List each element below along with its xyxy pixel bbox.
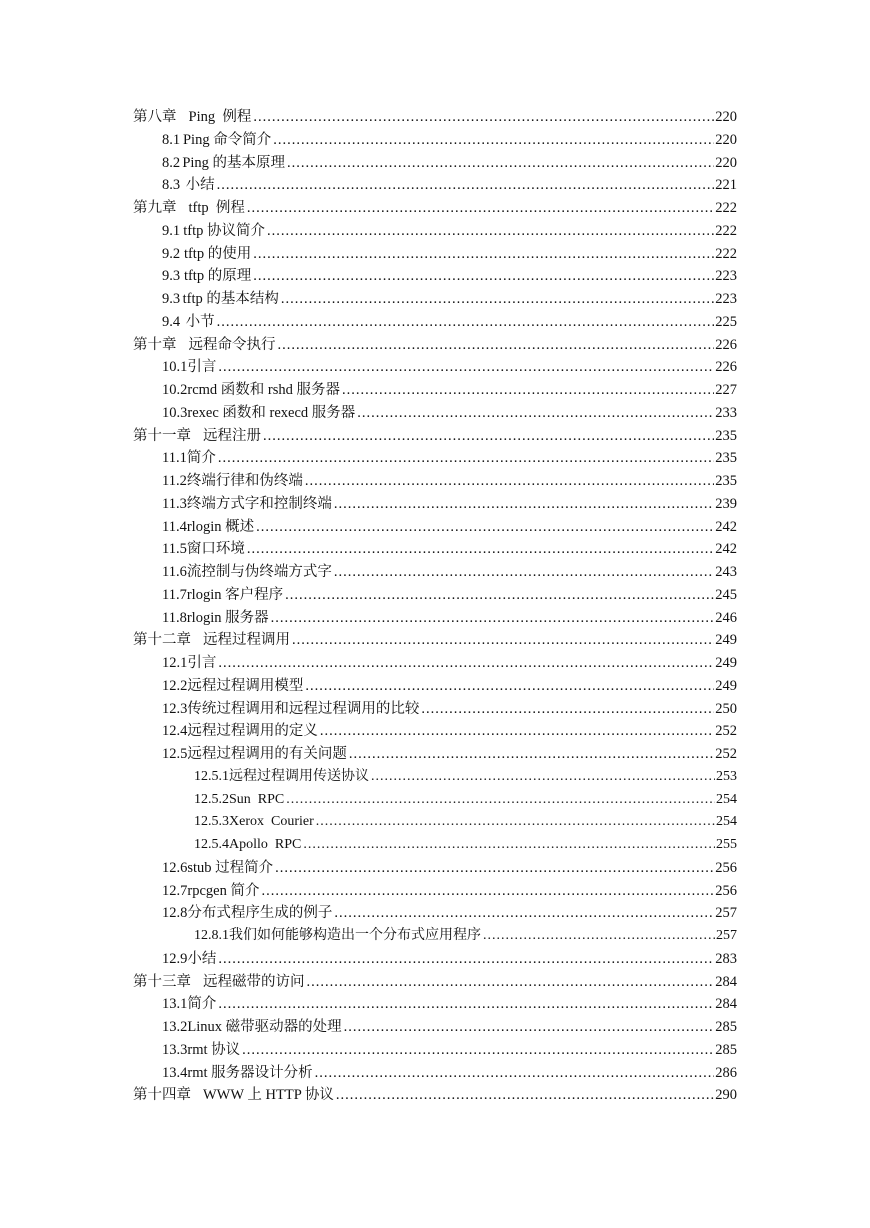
toc-page-number: 290 <box>715 1087 737 1103</box>
toc-page-number: 223 <box>715 291 737 307</box>
dot-leader <box>320 721 714 741</box>
toc-title: 简介 <box>186 450 216 466</box>
dot-leader <box>218 949 714 969</box>
toc-section-entry[interactable] <box>0 949 737 969</box>
toc-page-number: 257 <box>715 905 737 921</box>
toc-chapter-entry[interactable] <box>0 630 737 650</box>
toc-chapter-entry[interactable] <box>0 426 737 446</box>
dot-leader <box>344 1017 715 1037</box>
toc-page-number: 286 <box>715 1065 737 1081</box>
toc-section-entry[interactable] <box>0 471 737 491</box>
toc-number: 10.1 <box>162 359 188 375</box>
toc-number: 11.6 <box>162 564 187 580</box>
toc-number: 12.1 <box>162 655 188 671</box>
dot-leader <box>261 881 714 901</box>
toc-page-number: 243 <box>715 564 737 580</box>
toc-title: 简介 <box>187 996 217 1012</box>
toc-page-number: 285 <box>715 1042 737 1058</box>
toc-page-number: 254 <box>716 792 737 807</box>
toc-number: 9.1 <box>162 223 181 239</box>
dot-leader <box>307 972 715 992</box>
toc-page-number: 254 <box>716 814 737 829</box>
toc-section-entry[interactable] <box>0 539 737 559</box>
toc-number: 9.2 <box>162 246 181 262</box>
toc-page-number: 222 <box>715 223 737 239</box>
toc-page-number: 242 <box>715 519 737 535</box>
toc-title: rcmd 函数和 rshd 服务器 <box>187 382 341 398</box>
toc-number: 8.1 <box>162 132 181 148</box>
dot-leader <box>357 403 714 423</box>
toc-section-entry[interactable] <box>0 448 737 468</box>
toc-page-number: 239 <box>715 496 737 512</box>
dot-leader <box>421 699 714 719</box>
toc-title: tftp 的使用 <box>183 246 252 262</box>
toc-page-number: 256 <box>715 860 737 876</box>
toc-number: 13.2 <box>162 1019 188 1035</box>
dot-leader <box>253 107 714 127</box>
dot-leader <box>334 562 714 582</box>
toc-page-number: 221 <box>715 177 737 193</box>
toc-section-entry[interactable] <box>0 130 737 150</box>
toc-page-number: 284 <box>715 996 737 1012</box>
toc-title: 小结 <box>187 951 217 967</box>
toc-page-number: 222 <box>715 200 737 216</box>
toc-page-number: 249 <box>715 678 737 694</box>
dot-leader <box>218 653 714 673</box>
toc-subsection-entry[interactable] <box>0 835 737 855</box>
toc-section-entry[interactable] <box>0 994 737 1014</box>
toc-title: 远程注册 <box>203 428 261 444</box>
toc-title: rlogin 服务器 <box>186 610 269 626</box>
toc-number: 12.4 <box>162 723 188 739</box>
toc-title: 终端方式字和控制终端 <box>186 496 332 512</box>
toc-section-entry[interactable] <box>0 562 737 582</box>
toc-subsection-entry[interactable] <box>0 767 737 787</box>
toc-number: 第十三章 <box>133 974 191 990</box>
toc-number: 第十一章 <box>133 428 191 444</box>
toc-section-entry[interactable] <box>0 312 737 332</box>
dot-leader <box>292 630 714 650</box>
dot-leader <box>267 221 714 241</box>
toc-page-number: 227 <box>715 382 737 398</box>
toc-page-number: 222 <box>715 246 737 262</box>
toc-page-number: 226 <box>715 337 737 353</box>
toc-title: Linux 磁带驱动器的处理 <box>187 1019 342 1035</box>
toc-section-entry[interactable] <box>0 1063 737 1083</box>
toc-number: 12.5.2 <box>194 792 229 807</box>
toc-section-entry[interactable] <box>0 244 737 264</box>
dot-leader <box>218 994 714 1014</box>
toc-page-number: 283 <box>715 951 737 967</box>
toc-page-number: 235 <box>715 428 737 444</box>
toc-title: tftp 例程 <box>188 200 245 216</box>
dot-leader <box>263 426 714 446</box>
dot-leader <box>349 744 714 764</box>
toc-section-entry[interactable] <box>0 585 737 605</box>
dot-leader <box>316 812 715 832</box>
toc-title: 远程过程调用模型 <box>187 678 304 694</box>
toc-title: 远程过程调用传送协议 <box>229 769 369 784</box>
toc-title: 引言 <box>187 655 217 671</box>
toc-number: 13.1 <box>162 996 188 1012</box>
dot-leader <box>305 471 714 491</box>
toc-number: 12.3 <box>162 701 188 717</box>
dot-leader <box>281 289 714 309</box>
toc-page-number: 235 <box>715 450 737 466</box>
toc-section-entry[interactable] <box>0 175 737 195</box>
toc-section-entry[interactable] <box>0 1040 737 1060</box>
toc-page-number: 257 <box>716 928 737 943</box>
dot-leader <box>253 266 714 286</box>
toc-title: Apollo RPC <box>229 837 302 852</box>
toc-title: 引言 <box>187 359 217 375</box>
toc-number: 12.8.1 <box>194 928 229 943</box>
dot-leader <box>217 175 715 195</box>
toc-title: rexec 函数和 rexecd 服务器 <box>187 405 356 421</box>
toc-title: rmt 服务器设计分析 <box>187 1065 313 1081</box>
toc-section-entry[interactable] <box>0 380 737 400</box>
toc-title: 远程命令执行 <box>188 337 276 353</box>
toc-number: 第十二章 <box>133 632 191 648</box>
toc-title: 远程磁带的访问 <box>203 974 305 990</box>
toc-section-entry[interactable] <box>0 289 737 309</box>
toc-page-number: 249 <box>715 632 737 648</box>
toc-number: 12.5.4 <box>194 837 229 852</box>
toc-page-number: 220 <box>715 155 737 171</box>
toc-page-number: 252 <box>715 746 737 762</box>
toc-number: 8.2 <box>162 155 181 171</box>
toc-number: 13.4 <box>162 1065 188 1081</box>
toc-section-entry[interactable] <box>0 494 737 514</box>
toc-title: rlogin 客户程序 <box>186 587 284 603</box>
toc-page-number: 253 <box>716 769 737 784</box>
toc-title: Sun RPC <box>229 792 285 807</box>
toc-number: 12.8 <box>162 905 188 921</box>
toc-page-number: 249 <box>715 655 737 671</box>
toc-title: Ping 命令简介 <box>182 132 272 148</box>
toc-title: rlogin 概述 <box>186 519 255 535</box>
dot-leader <box>275 858 714 878</box>
toc-title: 传统过程调用和远程过程调用的比较 <box>187 701 420 717</box>
dot-leader <box>287 153 714 173</box>
toc-section-entry[interactable] <box>0 903 737 923</box>
toc-section-entry[interactable] <box>0 744 737 764</box>
toc-number: 12.9 <box>162 951 188 967</box>
toc-page-number: 235 <box>715 473 737 489</box>
toc-title: rpcgen 简介 <box>187 883 260 899</box>
toc-number: 13.3 <box>162 1042 188 1058</box>
toc-section-entry[interactable] <box>0 403 737 423</box>
toc-number: 第九章 <box>133 200 177 216</box>
toc-number: 第十章 <box>133 337 177 353</box>
toc-section-entry[interactable] <box>0 699 737 719</box>
toc-chapter-entry[interactable] <box>0 972 737 992</box>
dot-leader <box>242 1040 714 1060</box>
toc-number: 第十四章 <box>133 1087 191 1103</box>
toc-title: 远程过程调用 <box>203 632 290 648</box>
toc-section-entry[interactable] <box>0 676 737 696</box>
dot-leader <box>218 448 714 468</box>
toc-page-number: 223 <box>715 268 737 284</box>
toc-subsection-entry[interactable] <box>0 926 737 946</box>
toc-number: 11.1 <box>162 450 187 466</box>
dot-leader <box>334 494 714 514</box>
toc-title: Ping 例程 <box>188 109 252 125</box>
toc-number: 11.2 <box>162 473 187 489</box>
dot-leader <box>334 903 714 923</box>
toc-title: 我们如何能够构造出一个分布式应用程序 <box>229 928 481 943</box>
toc-title: 小结 <box>185 177 215 193</box>
toc-title: 窗口环境 <box>186 541 245 557</box>
toc-number: 12.6 <box>162 860 188 876</box>
toc-page-number: 252 <box>715 723 737 739</box>
toc-number: 10.3 <box>162 405 188 421</box>
toc-title: tftp 的基本结构 <box>182 291 279 307</box>
toc-page-number: 255 <box>716 837 737 852</box>
toc-chapter-entry[interactable] <box>0 1085 737 1105</box>
toc-title: stub 过程简介 <box>187 860 274 876</box>
dot-leader <box>247 198 714 218</box>
toc-section-entry[interactable] <box>0 1017 737 1037</box>
dot-leader <box>278 335 715 355</box>
toc-page-number: 284 <box>715 974 737 990</box>
toc-number: 第八章 <box>133 109 177 125</box>
toc-number: 12.5.3 <box>194 814 229 829</box>
toc-page-number: 226 <box>715 359 737 375</box>
toc-section-entry[interactable] <box>0 653 737 673</box>
toc-number: 9.4 <box>162 314 181 330</box>
toc-section-entry[interactable] <box>0 881 737 901</box>
toc-title: 小节 <box>185 314 215 330</box>
toc-page-number: 250 <box>715 701 737 717</box>
dot-leader <box>342 380 714 400</box>
dot-leader <box>271 608 715 628</box>
dot-leader <box>305 676 714 696</box>
dot-leader <box>256 517 714 537</box>
toc-chapter-entry[interactable] <box>0 335 737 355</box>
toc-chapter-entry[interactable] <box>0 198 737 218</box>
toc-number: 12.2 <box>162 678 188 694</box>
dot-leader <box>285 585 714 605</box>
toc-number: 10.2 <box>162 382 188 398</box>
toc-number: 11.3 <box>162 496 187 512</box>
toc-title: Ping 的基本原理 <box>182 155 286 171</box>
dot-leader <box>217 312 715 332</box>
toc-chapter-entry[interactable] <box>0 107 737 127</box>
dot-leader <box>218 357 714 377</box>
toc-title: rmt 协议 <box>187 1042 241 1058</box>
dot-leader <box>253 244 714 264</box>
toc-section-entry[interactable] <box>0 858 737 878</box>
toc-section-entry[interactable] <box>0 721 737 741</box>
toc-page-number: 246 <box>715 610 737 626</box>
toc-page-number: 285 <box>715 1019 737 1035</box>
toc-section-entry[interactable] <box>0 517 737 537</box>
toc-page-number: 233 <box>715 405 737 421</box>
toc-page-number: 220 <box>715 109 737 125</box>
toc-number: 11.4 <box>162 519 187 535</box>
dot-leader <box>371 767 715 787</box>
toc-number: 12.7 <box>162 883 188 899</box>
toc-title: 远程过程调用的定义 <box>187 723 318 739</box>
toc-number: 11.7 <box>162 587 187 603</box>
toc-title: tftp 协议简介 <box>183 223 266 239</box>
toc-section-entry[interactable] <box>0 153 737 173</box>
dot-leader <box>483 926 715 946</box>
toc-number: 9.3 <box>162 268 181 284</box>
toc-number: 8.3 <box>162 177 181 193</box>
toc-section-entry[interactable] <box>0 357 737 377</box>
dot-leader <box>336 1085 714 1105</box>
dot-leader <box>315 1063 715 1083</box>
toc-page-number: 242 <box>715 541 737 557</box>
toc-page-number: 225 <box>715 314 737 330</box>
toc-page-number: 245 <box>715 587 737 603</box>
toc-section-entry[interactable] <box>0 608 737 628</box>
toc-page-number: 220 <box>715 132 737 148</box>
toc-number: 12.5.1 <box>194 769 229 784</box>
toc-number: 11.8 <box>162 610 187 626</box>
toc-title: Xerox Courier <box>229 814 314 829</box>
toc-title: 终端行律和伪终端 <box>186 473 303 489</box>
dot-leader <box>286 790 715 810</box>
toc-section-entry[interactable] <box>0 221 737 241</box>
toc-number: 11.5 <box>162 541 187 557</box>
dot-leader <box>247 539 714 559</box>
toc-title: WWW 上 HTTP 协议 <box>203 1087 334 1103</box>
toc-title: 分布式程序生成的例子 <box>187 905 333 921</box>
toc-section-entry[interactable] <box>0 266 737 286</box>
toc-title: 远程过程调用的有关问题 <box>187 746 347 762</box>
toc-title: 流控制与伪终端方式字 <box>186 564 332 580</box>
toc-page-number: 256 <box>715 883 737 899</box>
toc-subsection-entry[interactable] <box>0 790 737 810</box>
toc-title: tftp 的原理 <box>183 268 252 284</box>
toc-number: 9.3 <box>162 291 181 307</box>
dot-leader <box>303 835 715 855</box>
dot-leader <box>273 130 714 150</box>
toc-subsection-entry[interactable] <box>0 812 737 832</box>
toc-number: 12.5 <box>162 746 188 762</box>
